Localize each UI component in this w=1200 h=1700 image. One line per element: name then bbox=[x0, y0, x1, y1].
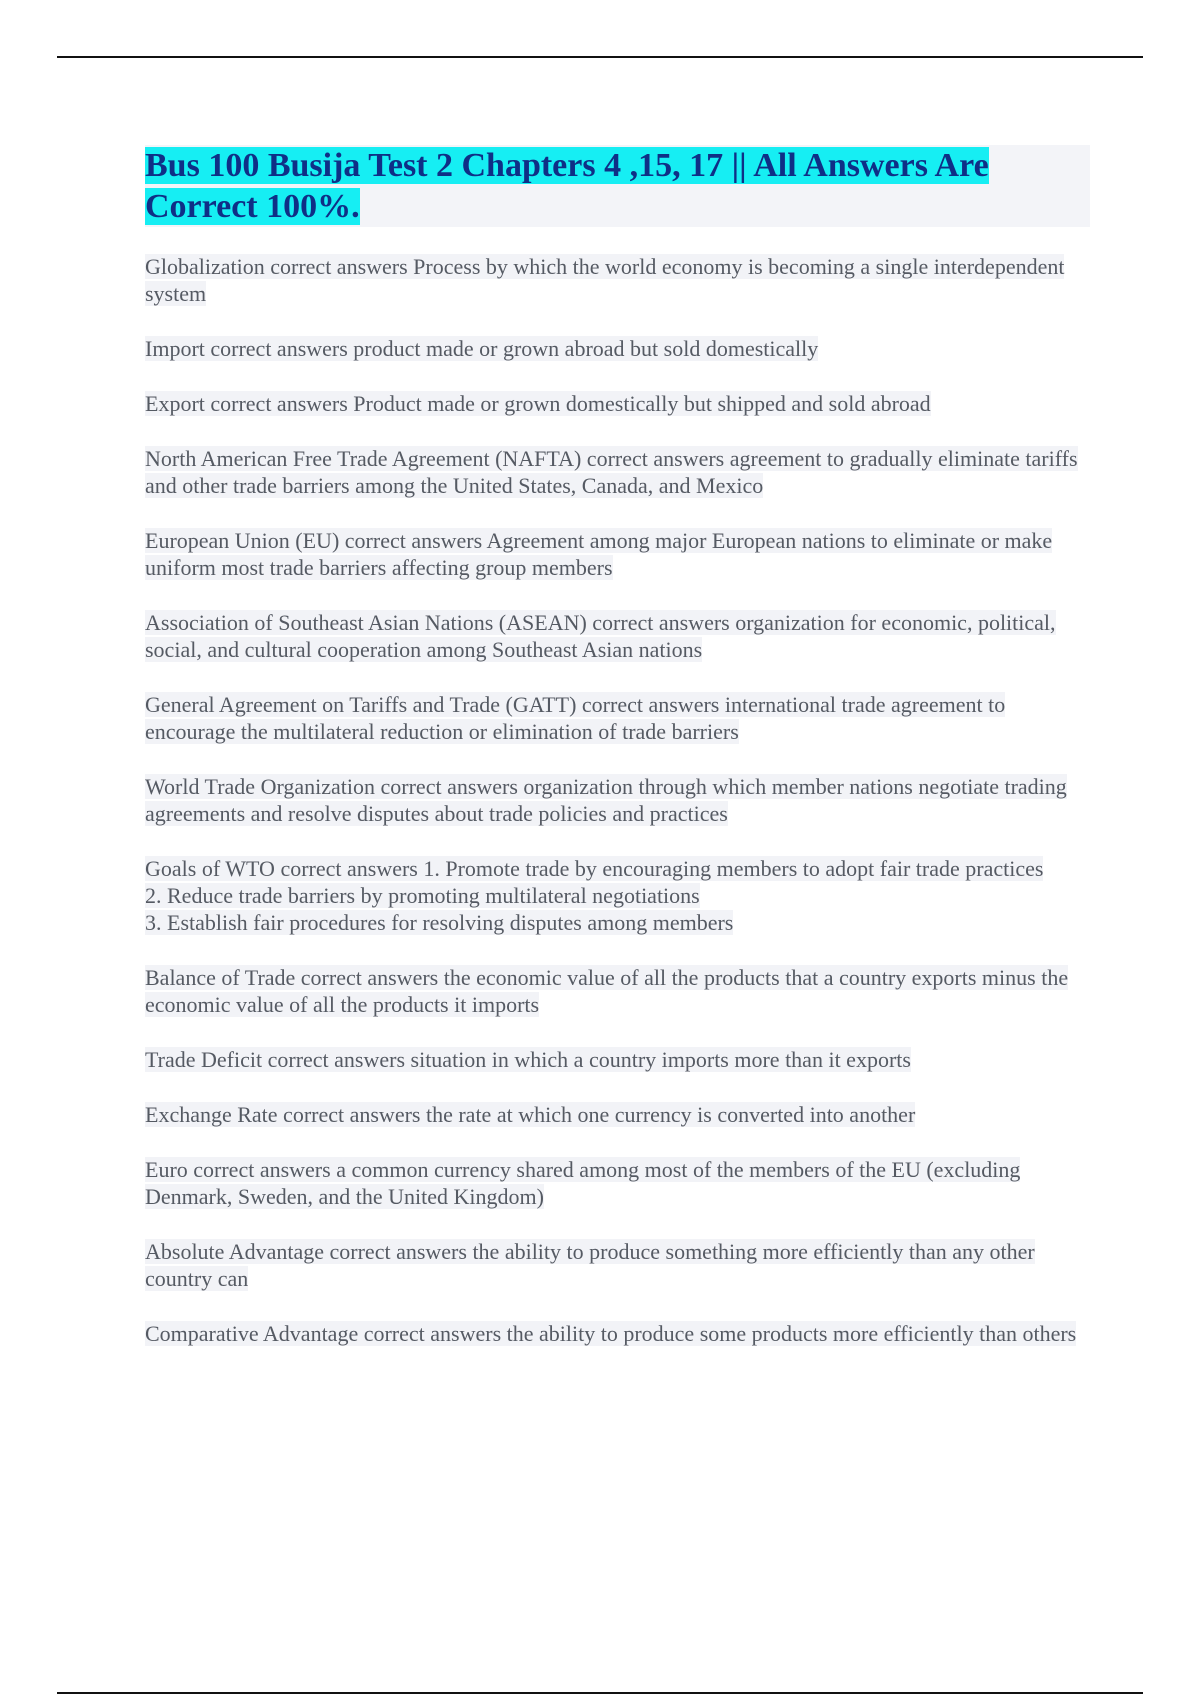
document-body bbox=[145, 145, 1090, 1375]
document-title-text: Bus 100 Busija Test 2 Chapters 4 ,15, 17 || All Answers Are Correct 100%. bbox=[145, 147, 989, 225]
entry bbox=[145, 1101, 1090, 1128]
entry bbox=[145, 527, 1090, 581]
entry-text: North American Free Trade Agreement (NAFTA) correct answers agreement to gradually eliminate tariffs and other trade barriers among the United States, Canada, and Mexico bbox=[145, 446, 1078, 498]
entry-text: Export correct answers Product made or grown domestically but shipped and sold abroad bbox=[145, 391, 931, 416]
title-block bbox=[145, 145, 1090, 227]
entry bbox=[145, 335, 1090, 362]
entry-goals-of-wto bbox=[145, 855, 1090, 936]
entry-text: Balance of Trade correct answers the economic value of all the products that a country exports minus the economic value of all the products it imports bbox=[145, 965, 1069, 1017]
entry bbox=[145, 609, 1090, 663]
entry-text: Comparative Advantage correct answers the ability to produce some products more efficiently than others bbox=[145, 1321, 1077, 1346]
entry-text: Association of Southeast Asian Nations (ASEAN) correct answers organization for economic, political, social, and cultural cooperation among Southeast Asian nations bbox=[145, 610, 1056, 662]
entry-text: European Union (EU) correct answers Agreement among major European nations to eliminate or make uniform most trade barriers affecting group members bbox=[145, 528, 1053, 580]
entry bbox=[145, 1238, 1090, 1292]
entry bbox=[145, 964, 1090, 1018]
entry-list bbox=[145, 253, 1090, 1347]
entry bbox=[145, 1046, 1090, 1073]
entry-text: Trade Deficit correct answers situation in which a country imports more than it exports bbox=[145, 1047, 911, 1072]
entry-text: Import correct answers product made or grown abroad but sold domestically bbox=[145, 336, 819, 361]
entry bbox=[145, 390, 1090, 417]
entry bbox=[145, 691, 1090, 745]
document-title bbox=[145, 145, 1090, 227]
entry-text: Goals of WTO correct answers 1. Promote trade by encouraging members to adopt fair trade practices bbox=[145, 856, 1044, 881]
entry-text: Exchange Rate correct answers the rate at which one currency is converted into another bbox=[145, 1102, 916, 1127]
entry bbox=[145, 1156, 1090, 1210]
entry bbox=[145, 773, 1090, 827]
entry-text: Absolute Advantage correct answers the ability to produce something more efficiently than any other country can bbox=[145, 1239, 1035, 1291]
entry-text: Globalization correct answers Process by which the world economy is becoming a single interdependent system bbox=[145, 254, 1065, 306]
entry bbox=[145, 1320, 1090, 1347]
entry-text: General Agreement on Tariffs and Trade (GATT) correct answers international trade agreement to encourage the multilateral reduction or elimination of trade barriers bbox=[145, 692, 1006, 744]
entry-list-line: 3. Establish fair procedures for resolving disputes among members bbox=[145, 910, 734, 935]
top-rule bbox=[57, 56, 1143, 58]
entry-text: World Trade Organization correct answers organization through which member nations negotiate trading agreements and resolve disputes about trade policies and practices bbox=[145, 774, 1067, 826]
entry-text: Euro correct answers a common currency shared among most of the members of the EU (excluding Denmark, Sweden, and the United Kingdom) bbox=[145, 1157, 1021, 1209]
entry-list-line: 2. Reduce trade barriers by promoting multilateral negotiations bbox=[145, 883, 700, 908]
entry bbox=[145, 253, 1090, 307]
bottom-rule bbox=[57, 1692, 1143, 1694]
entry bbox=[145, 445, 1090, 499]
